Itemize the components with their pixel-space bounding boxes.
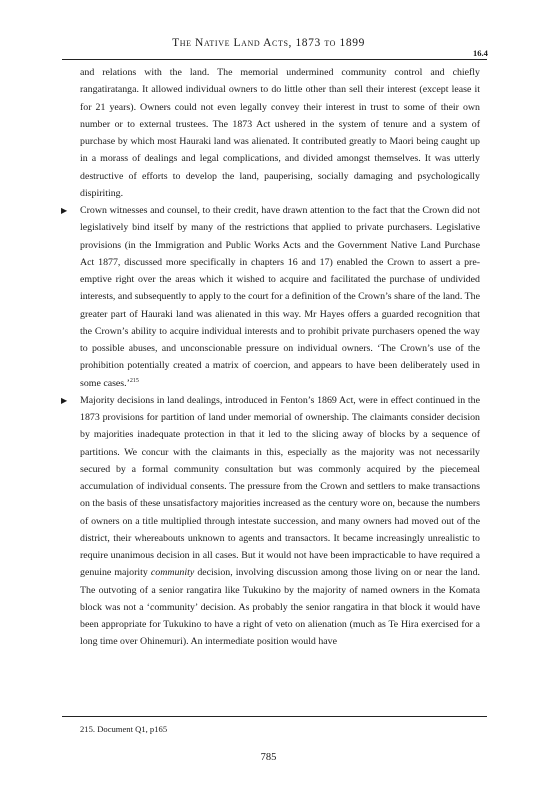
- body-text: [61, 64, 481, 651]
- paragraph-3-text-after: decision, involving discussion among those living on or near the land. The outvoting of a senior rangatira like Tukukino by the majority of named owners in the Komata block was not a ‘community’ decision. As probably the senior rangatira in that block it would have been appropriate for Tukukino to have a right of veto on alienation (much as Te Hira exercised for a long time over Ohinemuri). An intermediate position would have: [80, 567, 481, 648]
- footnote-rule: [62, 716, 487, 717]
- section-number: 16.4: [473, 48, 488, 58]
- paragraph-1: [80, 64, 480, 202]
- footnote: 215. Document Q1, p165: [80, 724, 168, 734]
- running-head: The Native Land Acts, 1873 to 1899: [172, 37, 365, 49]
- paragraph-3-text-before: Majority decisions in land dealings, introduced in Fenton’s 1869 Act, were in effect continued in the 1873 provisions for partition of land under memorial of ownership. The claimants consider decision by majorities inadequate protection in that it led to the slicing away of blocks by a sequence of partitions. We concur with the claimants in this, especially as the majority was not necessarily secured by a formal community consultation but was commonly acquired by the piecemeal accumulation of individual consents. The pressure from the Crown and settlers to make transactions on the basis of these unsatisfactory majorities increased as the century wore on, because the numbers of owners on a title multiplied through intestate succession, and many owners had moved out of the district, their whereabouts unknown to agents and transactors. It became increasingly unrealistic to require unanimous decision in all cases. But it would not have been impracticable to have required a genuine majority: [80, 394, 480, 579]
- footnote-marker: 215: [129, 377, 139, 384]
- paragraph-2: [61, 202, 480, 392]
- bullet-triangle-icon: ▶: [61, 395, 68, 405]
- page-number: 785: [260, 752, 277, 763]
- emphasis-community: community: [150, 567, 195, 579]
- header-rule: [62, 59, 487, 60]
- paragraph-1-text: and relations with the land. The memorial undermined community control and chiefly rangatiratanga. It allowed individual owners to do little other than sell their interest (except lease it for 21 years). Owners could not even legally convey their interest in trust to some of their own number or to external trustees. The 1873 Act ushered in the system of tenure and a system of purchase by which most Hauraki land was alienated. It contributed greatly to Maori being caught up in a morass of dealings and legal complications, and divided amongst themselves. It was utterly destructive of efforts to develop the land, pauperising, socially damaging and psychologically dispiriting.: [80, 67, 480, 199]
- paragraph-2-text: Crown witnesses and counsel, to their credit, have drawn attention to the fact that the Crown did not legislatively bind itself by many of the restrictions that applied to private purchasers. Legislative provisions (in the Immigration and Public Works Acts and the Government Native Land Purchase Act 1877, discussed more specifically in chapters 16 and 17) enabled the Crown to assert a pre-emptive right over the areas which it wished to acquire and facilitated the purchase of undivided interests, and subsequently to apply to the court for a definition of the Crown’s share of the land. The greater part of Hauraki land was alienated in this way. Mr Hayes offers a guarded recognition that the Crown’s ability to acquire individual interests and to prohibit private purchasers opened the way to possible abuses, and unconscionable pressure on individual owners. ‘The Crown’s use of the prohibition potentially created a matrix of coercion, and appears to have been deliberately used in some cases.’: [80, 205, 480, 389]
- bullet-triangle-icon: ▶: [61, 206, 68, 215]
- paragraph-3: [61, 392, 481, 651]
